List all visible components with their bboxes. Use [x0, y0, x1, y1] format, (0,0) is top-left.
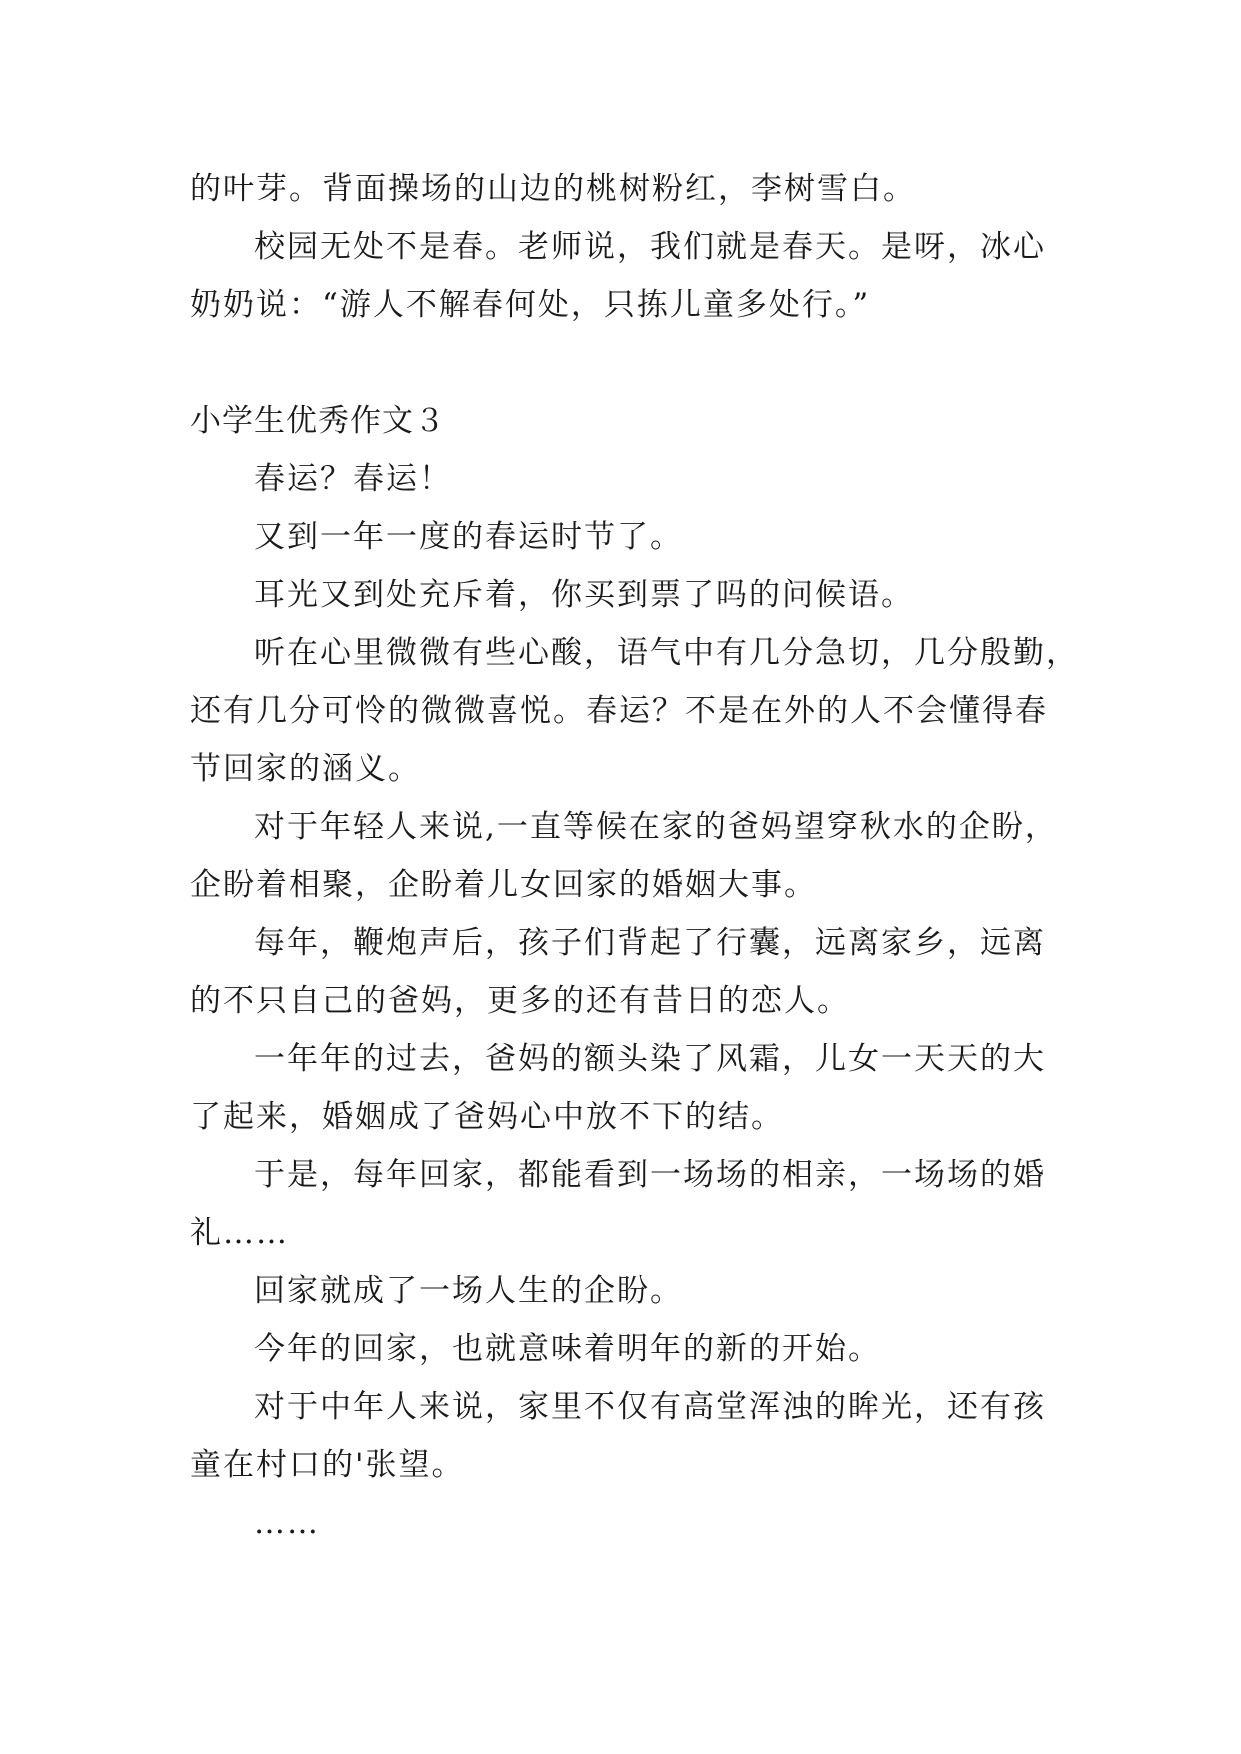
paragraph-line: 于是，每年回家，都能看到一场场的相亲，一场场的婚 [254, 1157, 1046, 1193]
paragraph-line: 今年的回家，也就意味着明年的新的开始。 [254, 1331, 881, 1367]
paragraph-line: 的不只自己的爸妈，更多的还有昔日的恋人。 [190, 983, 850, 1019]
paragraph-line: 对于年轻人来说,一直等候在家的爸妈望穿秋水的企盼， [254, 809, 1058, 845]
paragraph-line: 童在村口的'张望。 [190, 1447, 465, 1483]
paragraph-line: 还有几分可怜的微微喜悦。春运？不是在外的人不会懂得春 [190, 693, 1048, 729]
paragraph-line: 礼…… [190, 1215, 289, 1251]
paragraph [190, 1030, 1058, 1146]
ellipsis-line: …… [254, 1505, 320, 1541]
paragraph-line: 奶奶说：“游人不解春何处，只拣儿童多处行。” [190, 287, 871, 323]
paragraph [190, 624, 1079, 798]
paragraph-line: 企盼着相聚，企盼着儿女回家的婚姻大事。 [190, 867, 817, 903]
paragraph [190, 1320, 1058, 1378]
paragraph-line: 春运？春运！ [254, 461, 452, 497]
paragraph [190, 218, 1058, 334]
paragraph-line: 听在心里微微有些心酸，语气中有几分急切，几分殷勤， [254, 635, 1079, 671]
paragraph [190, 508, 1058, 566]
paragraph-line: 回家就成了一场人生的企盼。 [254, 1273, 683, 1309]
section-title: 小学生优秀作文３ [190, 403, 446, 439]
paragraph [190, 160, 1058, 218]
paragraph-line: 节回家的涵义。 [190, 751, 421, 787]
paragraph-line: 对于中年人来说，家里不仅有高堂浑浊的眸光，还有孩 [254, 1389, 1046, 1425]
section-gap [190, 334, 1058, 392]
paragraph [190, 1146, 1058, 1262]
paragraph-line: 一年年的过去，爸妈的额头染了风霜，儿女一天天的大 [254, 1041, 1046, 1077]
paragraph-line: 了起来，婚姻成了爸妈心中放不下的结。 [190, 1099, 784, 1135]
paragraph [190, 1378, 1058, 1494]
paragraph [190, 1494, 1058, 1552]
paragraph [190, 450, 1058, 508]
paragraph-line: 每年，鞭炮声后，孩子们背起了行囊，远离家乡，远离 [254, 925, 1046, 961]
paragraph [190, 914, 1058, 1030]
paragraph [190, 566, 1058, 624]
paragraph [190, 798, 1058, 914]
document-body [190, 160, 1079, 1552]
paragraph-line: 又到一年一度的春运时节了。 [254, 519, 683, 555]
paragraph [190, 1262, 1058, 1320]
paragraph-line: 校园无处不是春。老师说，我们就是春天。是呀，冰心 [254, 229, 1046, 265]
paragraph-line: 耳光又到处充斥着，你买到票了吗的问候语。 [254, 577, 914, 613]
paragraph-line: 的叶芽。背面操场的山边的桃树粉红，李树雪白。 [190, 171, 916, 207]
